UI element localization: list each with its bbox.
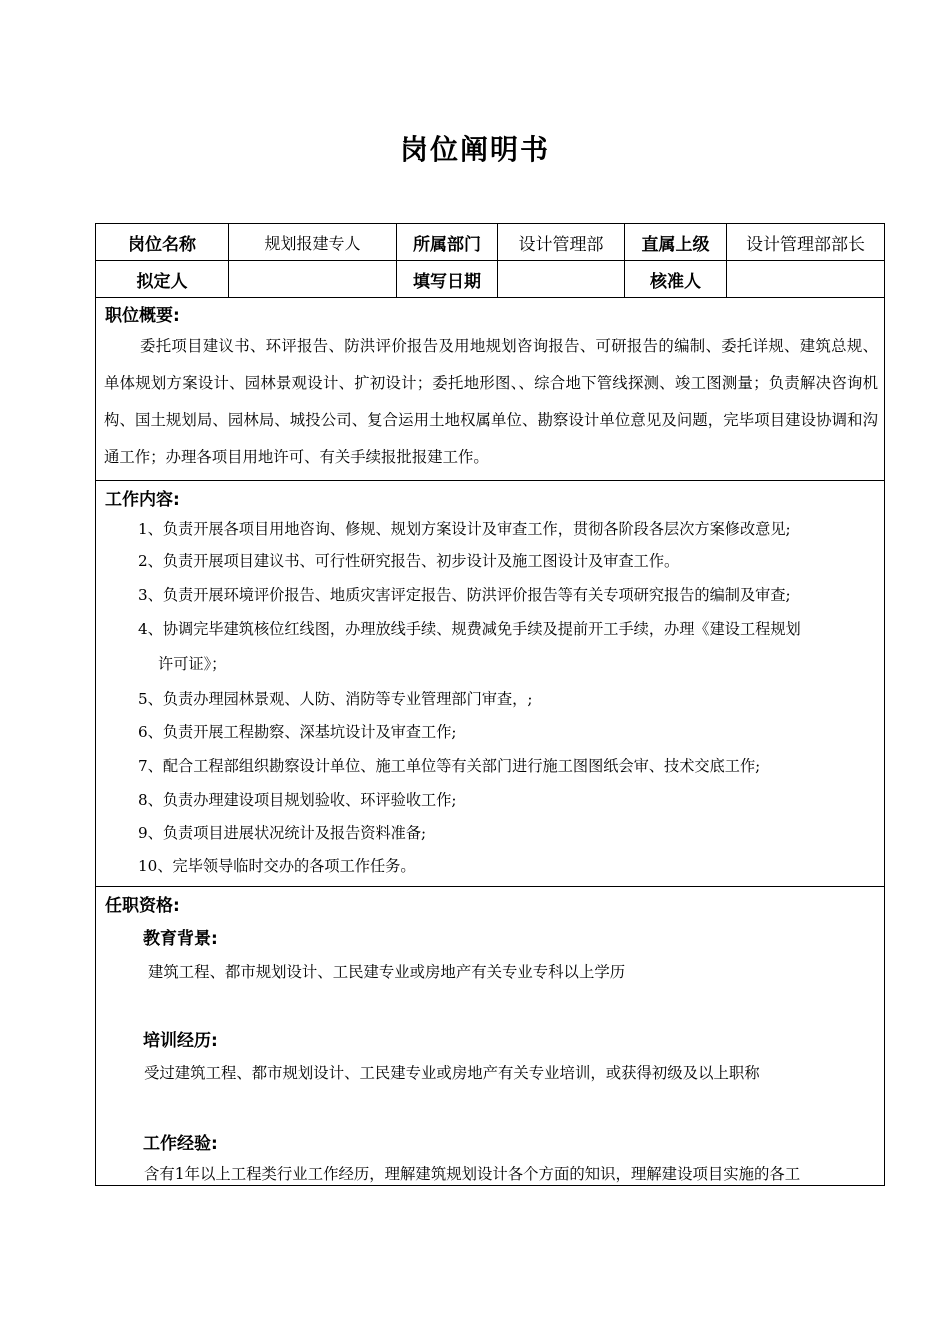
fill-date-label: 填写日期 — [413, 271, 481, 292]
education-heading: 教育背景: — [143, 929, 218, 949]
summary-text: 委托项目建议书、环评报告、防洪评价报告及用地规划咨询报告、可研报告的编制、委托详规、建筑总规、单体规划方案设计、园林景观设计、扩初设计；委托地形图、、综合地下管线探测、竣工图测量；负责解决咨询机构、国土规划局、园林局、城投公司、复合运用土地权属单位、勘察设计单位意见及问题，完毕项目建设协调和沟通工作；办理各项目用地许可、有关手续报批报建工作。 — [104, 337, 878, 466]
duty-item: 6、负责开展工程勘察、深基坑设计及审查工作; — [138, 723, 457, 741]
superior-label: 直属上级 — [641, 234, 710, 255]
department-value: 设计管理部 — [518, 234, 604, 255]
position-name-label: 岗位名称 — [128, 234, 196, 255]
fill-date-value — [498, 261, 624, 297]
job-description-table — [95, 223, 885, 1186]
superior-value: 设计管理部部长 — [746, 234, 865, 255]
department-label: 所属部门 — [413, 234, 481, 255]
section-divider — [96, 480, 884, 481]
education-text: 建筑工程、都市规划设计、工民建专业或房地产有关专业专科以上学历 — [148, 963, 626, 981]
duty-item: 4、协调完毕建筑核位红线图，办理放线手续、规费减免手续及提前开工手续，办理《建设工程规划 — [138, 620, 801, 638]
approver-label: 核准人 — [650, 271, 701, 292]
duty-item: 2、负责开展项目建议书、可行性研究报告、初步设计及施工图设计及审查工作。 — [138, 552, 680, 570]
row-divider — [96, 297, 884, 298]
duty-item: 8、负责办理建设项目规划验收、环评验收工作; — [138, 791, 457, 809]
page-title: 岗位阐明书 — [399, 133, 550, 166]
experience-text: 含有1年以上工程类行业工作经历，理解建筑规划设计各个方面的知识，理解建设项目实施的各工 — [144, 1165, 801, 1183]
duty-item: 10、完毕领导临时交办的各项工作任务。 — [138, 857, 416, 875]
duty-item: 9、负责项目进展状况统计及报告资料准备; — [138, 824, 427, 842]
drafter-label: 拟定人 — [136, 271, 188, 292]
training-text: 受过建筑工程、都市规划设计、工民建专业或房地产有关专业培训，或获得初级及以上职称 — [144, 1064, 760, 1082]
approver-value — [727, 261, 884, 297]
qualifications-heading: 任职资格: — [105, 896, 180, 916]
duties-heading: 工作内容: — [105, 490, 180, 510]
experience-heading: 工作经验: — [143, 1134, 218, 1154]
position-name-value: 规划报建专人 — [264, 233, 361, 253]
duty-item: 7、配合工程部组织勘察设计单位、施工单位等有关部门进行施工图图纸会审、技术交底工作; — [138, 757, 761, 775]
section-divider — [96, 886, 884, 887]
duty-item: 5、负责办理园林景观、人防、消防等专业管理部门审查，; — [138, 690, 533, 708]
training-heading: 培训经历: — [143, 1031, 218, 1051]
duty-item: 1、负责开展各项目用地咨询、修规、规划方案设计及审查工作，贯彻各阶段各层次方案修改意见; — [138, 520, 791, 538]
drafter-value — [229, 261, 396, 297]
summary-heading: 职位概要: — [105, 306, 180, 326]
duty-item-continuation: 许可证》； — [158, 655, 227, 673]
duty-item: 3、负责开展环境评价报告、地质灾害评定报告、防洪评价报告等有关专项研究报告的编制及审查; — [138, 586, 791, 604]
